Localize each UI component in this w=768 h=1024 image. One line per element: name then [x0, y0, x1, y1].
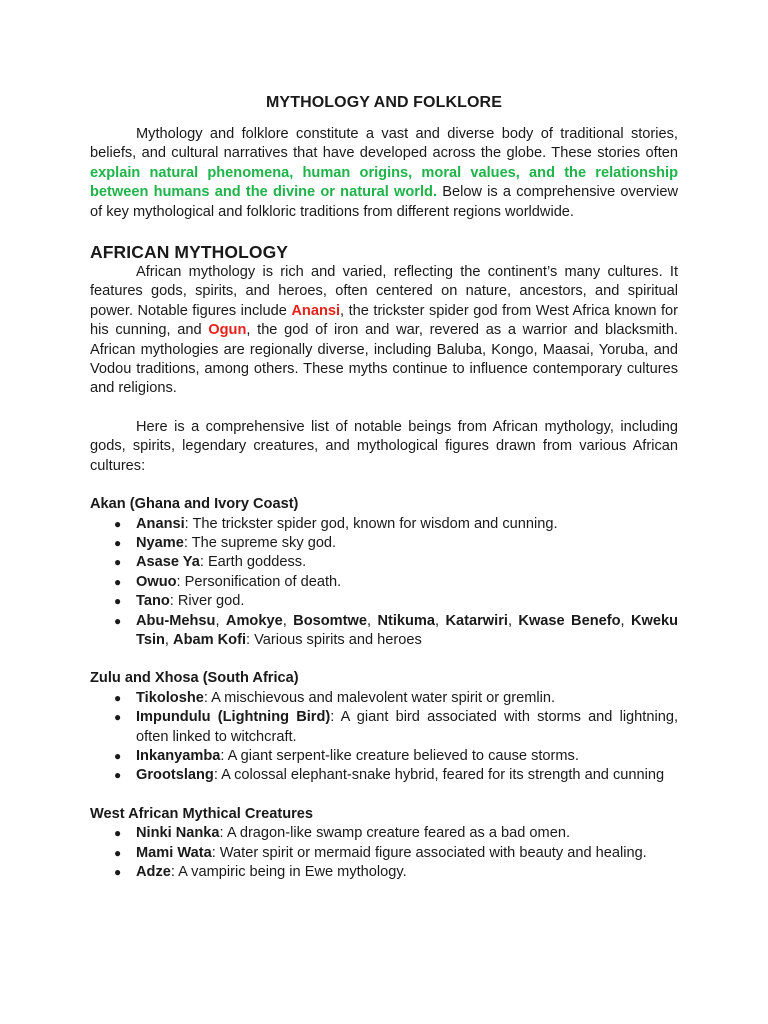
item-name: Tikoloshe	[136, 689, 204, 706]
item-description: : River god.	[169, 593, 245, 610]
list-item	[90, 534, 678, 553]
item-name: Ninki Nanka	[136, 825, 220, 842]
bullet-icon: ●	[114, 613, 122, 628]
item-separator: ,	[620, 612, 631, 629]
list-intro-paragraph: Here is a comprehensive list of notable beings from African mythology, including gods, spirits, legendary creatures, and mythological figures drawn from various African cultures:	[90, 418, 678, 474]
item-name: Katarwiri	[445, 612, 508, 629]
document-title: MYTHOLOGY AND FOLKLORE	[266, 94, 502, 111]
item-name: Nyame	[136, 534, 184, 551]
list-item	[90, 592, 678, 611]
item-name: Anansi	[136, 515, 185, 532]
item-separator: ,	[366, 612, 378, 629]
item-separator: ,	[282, 612, 294, 629]
intro-highlight: explain natural phenomena, human origins, moral values, and the relationship between humans and the divine or natural world.	[90, 164, 678, 201]
list-item	[90, 708, 678, 747]
intro-paragraph	[90, 125, 678, 222]
bullet-icon: ●	[114, 826, 122, 841]
overview-text-1: African mythology is rich and varied, reflecting the continent’s many cultures. It features gods, spirits, and heroes, often centered on nature, ancestors, and spiritual power. Notable figures include	[90, 264, 678, 319]
item-separator: ,	[215, 612, 226, 629]
bullet-icon: ●	[114, 535, 122, 550]
group-heading: Zulu and Xhosa (South Africa)	[90, 670, 299, 687]
list-item	[90, 553, 678, 572]
overview-text-2: , the trickster spider god from West Africa known for his cunning, and	[90, 302, 678, 339]
list-item	[90, 515, 678, 534]
item-name: Mami Wata	[136, 844, 212, 861]
document-page	[90, 92, 678, 882]
item-description: : A giant serpent-like creature believed to cause storms.	[220, 747, 579, 764]
item-description: : A dragon-like swamp creature feared as a bad omen.	[219, 825, 570, 842]
item-name: Ntikuma	[377, 612, 436, 629]
item-description: : A colossal elephant-snake hybrid, feared for its strength and cunning	[213, 767, 665, 784]
overview-text-3: , the god of iron and war, revered as a warrior and blacksmith. African mythologies are regionally diverse, including Baluba, Kongo, Maasai, Yoruba, and Vodou traditions, among others. These myths continue to influence contemporary cultures and religions.	[90, 322, 678, 397]
spacer	[90, 786, 678, 805]
intro-text-end: Below is a comprehensive overview of key mythological and folkloric traditions from different regions worldwide.	[90, 184, 678, 220]
bullet-icon: ●	[114, 845, 122, 860]
beings-list	[90, 476, 678, 882]
list-item	[90, 844, 678, 863]
bullet-icon: ●	[114, 594, 122, 609]
list-item	[90, 689, 678, 708]
item-name: Inkanyamba	[136, 747, 221, 764]
bullet-list	[90, 689, 678, 786]
bullet-icon: ●	[114, 748, 122, 763]
african-overview-paragraph	[90, 263, 678, 399]
item-description: : The supreme sky god.	[183, 534, 337, 551]
section-heading-african-mythology: AFRICAN MYTHOLOGY	[90, 242, 289, 263]
bullet-icon: ●	[114, 516, 122, 531]
bullet-list	[90, 824, 678, 882]
bullet-icon: ●	[114, 710, 122, 725]
bullet-icon: ●	[114, 865, 122, 879]
item-description: : A mischievous and malevolent water spirit or gremlin.	[203, 689, 556, 706]
spacer	[90, 399, 678, 418]
item-name: Owuo	[136, 573, 177, 590]
item-name: Tano	[136, 593, 170, 610]
list-item	[90, 612, 678, 651]
bullet-icon: ●	[114, 555, 122, 570]
item-name: Kwase Benefo	[518, 612, 621, 629]
item-description: : A giant bird associated with storms and lightning, often linked to witchcraft.	[136, 709, 678, 745]
spacer	[90, 650, 678, 669]
item-description: : Earth goddess.	[199, 554, 307, 571]
item-description: : The trickster spider god, known for wisdom and cunning.	[184, 515, 558, 532]
list-item	[90, 747, 678, 766]
item-separator: ,	[435, 612, 446, 629]
item-name: Impundulu (Lightning Bird)	[136, 709, 331, 726]
list-item	[90, 863, 678, 882]
item-description: : Personification of death.	[176, 573, 342, 590]
item-name: Abam Kofi	[173, 631, 246, 648]
list-item	[90, 824, 678, 843]
item-name: Bosomtwe	[293, 612, 367, 629]
group-heading: West African Mythical Creatures	[90, 805, 314, 822]
bullet-icon: ●	[114, 768, 122, 783]
highlight-anansi: Anansi	[291, 302, 341, 319]
item-description: : Water spirit or mermaid figure associated with beauty and healing.	[211, 844, 647, 861]
item-name: Adze	[136, 864, 171, 880]
intro-text-start: Mythology and folklore constitute a vast and diverse body of traditional stories, beliefs, and cultural narratives that have developed across the globe. These stories often	[90, 126, 678, 162]
item-name: Kweku Tsin	[136, 612, 679, 648]
list-item	[90, 766, 678, 785]
item-description: : A vampiric being in Ewe mythology.	[170, 864, 407, 880]
item-description: : Various spirits and heroes	[246, 631, 422, 648]
item-separator: ,	[507, 612, 519, 629]
item-name: Abu-Mehsu	[136, 612, 216, 629]
item-name: Grootslang	[136, 767, 214, 784]
group-heading: Akan (Ghana and Ivory Coast)	[90, 496, 299, 513]
bullet-icon: ●	[114, 690, 122, 705]
item-name: Asase Ya	[136, 554, 200, 571]
spacer	[90, 476, 678, 495]
highlight-ogun: Ogun	[208, 322, 247, 339]
item-name: Amokye	[225, 612, 283, 629]
bullet-list	[90, 515, 678, 651]
item-separator: ,	[164, 631, 174, 648]
list-item	[90, 573, 678, 592]
bullet-icon: ●	[114, 574, 122, 589]
